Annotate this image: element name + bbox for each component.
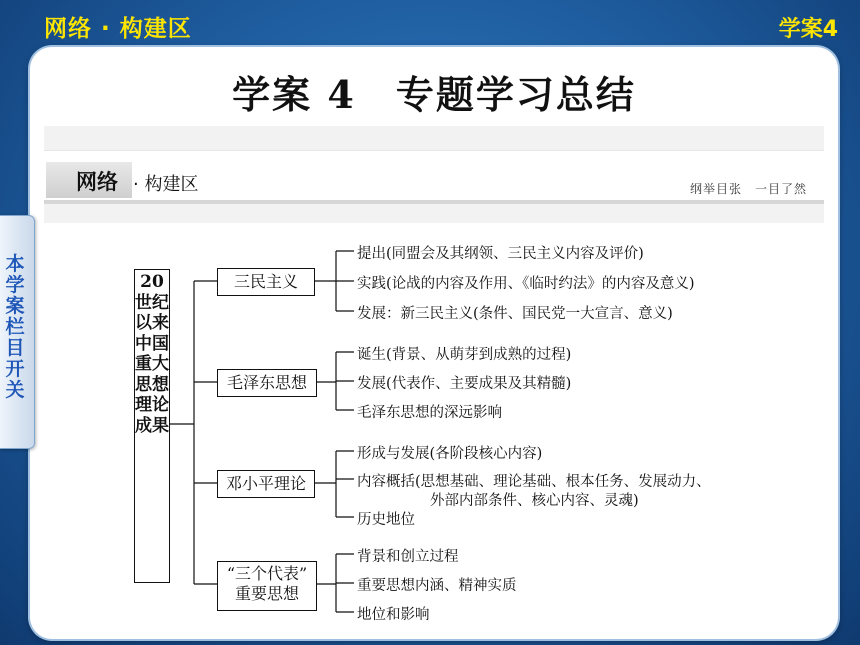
list-item: 实践(论战的内容及作用、《临时约法》的内容及意义) — [357, 276, 695, 292]
section-tab-rest: · 构建区 — [133, 174, 199, 195]
diagram-root-node: 20世纪以来中国重大思想理论成果 — [134, 269, 170, 583]
list-item: 发展：新三民主义(条件、国民党一大宣言、意义) — [357, 306, 673, 322]
branch-deng-theory: 邓小平理论 — [217, 470, 315, 498]
list-item: 形成与发展(各阶段核心内容) — [357, 446, 543, 462]
section-slogan: 纲举目张 一目了然 — [690, 182, 808, 196]
branch-mao-thought: 毛泽东思想 — [217, 369, 317, 397]
branch-three-represents-line2: 重要思想 — [234, 584, 299, 603]
list-item: 外部内部条件、核心内容、灵魂) — [430, 493, 639, 509]
list-item: 毛泽东思想的深远影响 — [357, 405, 502, 421]
list-item: 地位和影响 — [357, 607, 430, 623]
list-item: 重要思想内涵、精神实质 — [357, 578, 517, 594]
list-item: 发展(代表作、主要成果及其精髓) — [357, 376, 572, 392]
list-item: 历史地位 — [357, 512, 415, 528]
list-item: 背景和创立过程 — [357, 549, 459, 565]
branch-sanmin-zhuyi: 三民主义 — [217, 268, 315, 296]
page-title: 学案 4 专题学习总结 — [232, 72, 636, 117]
branch-three-represents — [217, 561, 317, 611]
sidebar-toggle-label[interactable]: 本学案栏目开关 — [5, 253, 25, 401]
section-title: 网络 · 构建区 — [44, 16, 192, 42]
section-tab-bold: 网络 — [76, 170, 118, 194]
lesson-label: 学案4 — [778, 17, 838, 42]
list-item: 提出(同盟会及其纲领、三民主义内容及评价) — [357, 246, 644, 262]
branch-three-represents-line1: “三个代表” — [226, 564, 308, 583]
list-item: 诞生(背景、从萌芽到成熟的过程) — [357, 347, 572, 363]
list-item: 内容概括(思想基础、理论基础、根本任务、发展动力、 — [357, 474, 711, 490]
